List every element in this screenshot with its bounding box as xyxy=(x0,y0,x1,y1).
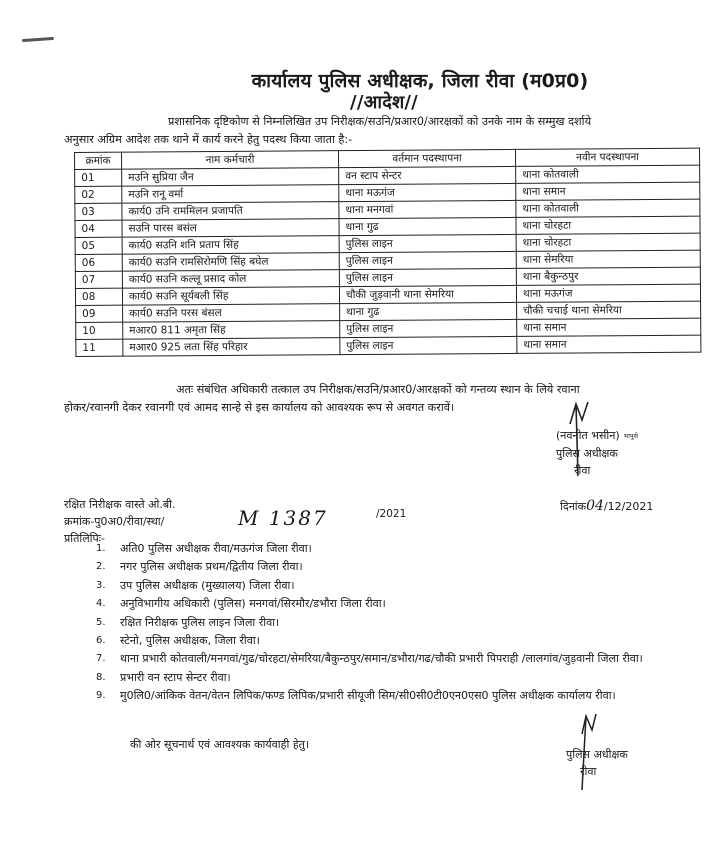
cell-serial: 06 xyxy=(75,254,122,271)
list-item-number: 8. xyxy=(96,671,106,683)
cell-employee-name: कार्य0 सउनि परस बंसल xyxy=(123,304,340,323)
cell-current-posting: वन स्टाप सेन्टर xyxy=(339,166,516,184)
cell-employee-name: मउनि सुप्रिया जैन xyxy=(122,168,339,187)
cell-new-posting: थाना सेमरिया xyxy=(516,250,700,268)
cell-current-posting: चौकी जुड़वानी थाना सेमरिया xyxy=(339,285,516,303)
list-item-number: 1. xyxy=(96,543,106,554)
cell-employee-name: कार्य0 सउनि रामसिरोमणि सिंह बघेल xyxy=(122,253,339,272)
cell-new-posting: थाना समान xyxy=(517,318,701,336)
dispatch-to: रक्षित निरीक्षक वास्ते ओ.बी. xyxy=(64,498,176,511)
cell-serial: 07 xyxy=(75,271,122,288)
date-day-handwritten: 04 xyxy=(586,498,604,514)
cell-current-posting: पुलिस लाइन xyxy=(339,234,516,252)
cell-current-posting: पुलिस लाइन xyxy=(340,336,517,354)
instruction-line-1: अतः संबंधित अधिकारी तत्काल उप निरीक्षक/सउनि/प्रआर0/आरक्षकों को गन्तव्य स्थान के लिये रवाना xyxy=(176,383,580,396)
cell-serial: 08 xyxy=(75,288,122,305)
cell-employee-name: कार्य0 सउनि कल्लू प्रसाद कोल xyxy=(122,270,339,289)
cell-new-posting: थाना चोरहटा xyxy=(516,233,700,251)
cell-new-posting: चौकी चचाई थाना सेमरिया xyxy=(517,301,701,319)
reference-number-handwritten: M 1387 xyxy=(238,506,328,530)
list-item xyxy=(96,595,696,613)
list-item-text: मु0लि0/आंकिक वेतन/वेतन लिपिक/फण्ड लिपिक/प्रभारी सीयूजी सिम/सी0सी0टी0एन0एस0 पुलिस अधीक्षक कार्यालय रीवा। xyxy=(120,689,616,703)
signatory-designation: पुलिस अधीक्षक xyxy=(556,446,618,460)
cell-new-posting: थाना मऊगंज xyxy=(516,284,700,302)
intro-line-2: अनुसार अग्रिम आदेश तक थाने में कार्य करने हेतु पदस्थ किया जाता है:- xyxy=(64,133,353,146)
cell-employee-name: कार्य0 उनि राममिलन प्रजापति xyxy=(122,202,339,221)
reference-prefix: क्रमांक-पु0अ0/रीवा/स्था/ xyxy=(64,515,165,528)
copy-recipients-list xyxy=(96,540,696,706)
signatory-2-designation: पुलिस अधीक्षक xyxy=(566,748,628,761)
list-item xyxy=(96,614,696,632)
list-item-text: प्रभारी वन स्टाप सेन्टर रीवा। xyxy=(120,670,231,684)
list-item-text: उप पुलिस अधीक्षक (मुख्यालय) जिला रीवा। xyxy=(120,578,295,592)
list-item xyxy=(96,632,696,650)
list-item xyxy=(96,687,696,705)
cell-employee-name: मआर0 925 लता सिंह परिहार xyxy=(123,338,340,357)
office-title: कार्यालय पुलिस अधीक्षक, जिला रीवा (म0प्र0) xyxy=(251,70,589,92)
cell-employee-name: मउनि रानू वर्मा xyxy=(122,185,339,204)
signatory-2-block xyxy=(566,746,628,780)
list-item-text: अति0 पुलिस अधीक्षक रीवा/मऊगंज जिला रीवा। xyxy=(120,542,312,555)
cell-new-posting: थाना कोतवाली xyxy=(516,199,700,217)
cell-employee-name: कार्य0 सउनि शनि प्रताप सिंह xyxy=(122,236,339,255)
copy-label: प्रतिलिपिः- xyxy=(64,532,105,545)
list-item-number: 9. xyxy=(96,690,106,702)
cell-current-posting: पुलिस लाइन xyxy=(339,268,516,286)
signatory-block xyxy=(556,427,638,479)
cell-new-posting: थाना समान xyxy=(516,182,700,200)
list-item xyxy=(96,558,696,576)
signatory-rank: भापुसे xyxy=(623,431,638,440)
cell-employee-name: सउनि पारस बसंल xyxy=(122,219,339,238)
list-item-text: नगर पुलिस अधीक्षक प्रथम/द्वितीय जिला रीवा। xyxy=(120,560,303,574)
col-header-name: नाम कर्मचारी xyxy=(122,151,339,170)
list-item-text: रक्षित निरीक्षक पुलिस लाइन जिला रीवा। xyxy=(120,615,280,629)
cell-serial: 09 xyxy=(76,305,123,322)
cell-serial: 11 xyxy=(76,339,123,356)
list-item-number: 2. xyxy=(96,561,106,573)
instruction-line-2: होकर/रवानगी देकर रवानगी एवं आमद सान्हे से इस कार्यालय को आवश्यक रूप से अवगत करावें। xyxy=(64,401,455,414)
signatory-name: (नवनीत भसीन) xyxy=(556,429,620,442)
cell-serial: 02 xyxy=(75,186,122,203)
closing-line: की ओर सूचनार्थ एवं आवश्यक कार्यवाही हेतु। xyxy=(130,738,310,751)
date-label: दिनांक xyxy=(560,500,587,513)
list-item-text: थाना प्रभारी कोतवाली/मनगवां/गुढ/चोरहटा/सेमरिया/बैकुन्ठपुर/समान/डभौरा/गढ/चौकी प्रभारी पिपराही /लालगांव/जुड़वानी जिला रीवा। xyxy=(120,652,643,666)
list-item xyxy=(96,650,696,668)
cell-current-posting: थाना मऊगंज xyxy=(339,183,516,201)
cell-new-posting: थाना चोरहटा xyxy=(516,216,700,234)
cell-serial: 01 xyxy=(75,169,122,186)
table-body xyxy=(75,165,701,356)
cell-current-posting: थाना गुढ xyxy=(339,217,516,235)
cell-serial: 10 xyxy=(76,322,123,339)
cell-serial: 05 xyxy=(75,237,122,254)
list-item-number: 5. xyxy=(96,616,106,628)
cell-employee-name: मआर0 811 अमृता सिंह xyxy=(123,321,340,340)
order-date xyxy=(560,498,653,514)
stray-pen-mark xyxy=(22,37,54,42)
cell-current-posting: पुलिस लाइन xyxy=(340,319,517,337)
cell-employee-name: कार्य0 सउनि सूर्यबली सिंह xyxy=(122,287,339,306)
cell-new-posting: थाना समान xyxy=(517,335,701,353)
cell-current-posting: पुलिस लाइन xyxy=(339,251,516,269)
posting-table xyxy=(74,148,701,357)
signatory-2-place: रीवा xyxy=(580,765,597,778)
list-item-number: 3. xyxy=(96,579,106,591)
list-item-number: 7. xyxy=(96,653,106,665)
cell-serial: 04 xyxy=(75,220,122,237)
list-item xyxy=(96,540,696,558)
col-header-new-posting: नवीन पदस्थापना xyxy=(515,148,699,166)
col-header-serial: क्रमांक xyxy=(75,152,122,169)
cell-current-posting: थाना गुढ xyxy=(340,302,517,320)
cell-new-posting: थाना कोतवाली xyxy=(516,165,700,183)
date-month-year: /12/2021 xyxy=(603,500,654,513)
cell-serial: 03 xyxy=(75,203,122,220)
list-item xyxy=(96,577,696,595)
list-item-number: 6. xyxy=(96,635,106,647)
reference-year: /2021 xyxy=(376,508,407,520)
list-item-text: स्टेनो, पुलिस अधीक्षक, जिला रीवा। xyxy=(120,634,260,648)
list-item-text: अनुविभागीय अधिकारी (पुलिस) मनगवां/सिरमौर/डभौरा जिला रीवा। xyxy=(120,597,386,611)
cell-current-posting: थाना मनगवां xyxy=(339,200,516,218)
signatory-place: रीवा xyxy=(574,463,591,477)
intro-line-1: प्रशासनिक दृष्टिकोण से निम्नलिखित उप निरीक्षक/सउनि/प्रआर0/आरक्षकों को उनके नाम के सम्मुख दर्शाये xyxy=(168,115,592,128)
order-label: //आदेश// xyxy=(350,92,418,113)
list-item xyxy=(96,669,696,687)
list-item-number: 4. xyxy=(96,598,106,610)
cell-new-posting: थाना बैकुन्ठपुर xyxy=(516,267,700,285)
col-header-current-posting: वर्तमान पदस्थापना xyxy=(338,149,515,167)
